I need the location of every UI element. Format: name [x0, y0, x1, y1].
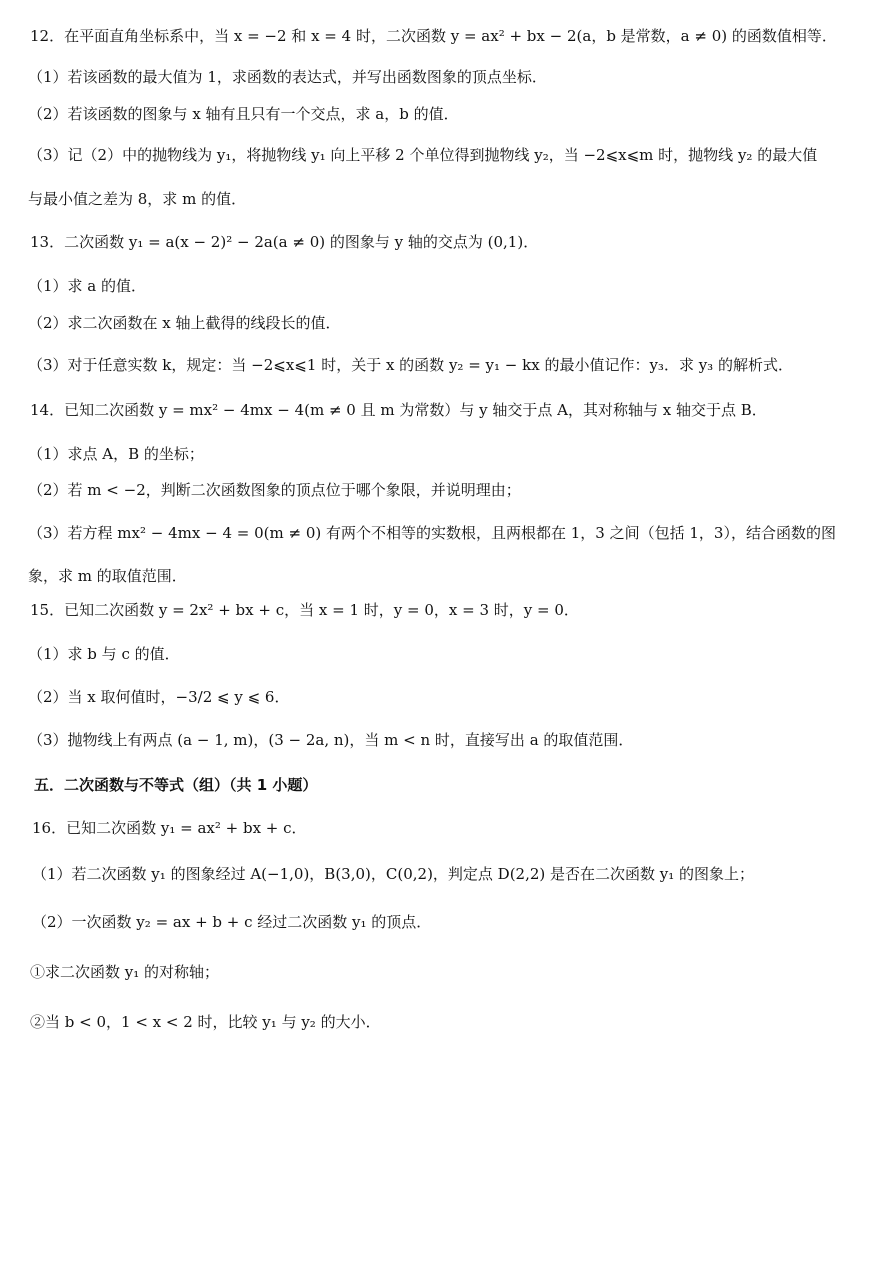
q12-part3-line1-text: （3）记（2）中的抛物线为 y₁，将抛物线 y₁ 向上平移 2 个单位得到抛物线 y₂，当 −2⩽x⩽m 时，抛物线 y₂ 的最大值: [28, 146, 818, 164]
q15-stem: [30, 600, 894, 620]
q13-part1-text: （1）求 a 的值．: [28, 277, 147, 295]
section5-heading: [34, 775, 894, 795]
q16-part1: [32, 864, 894, 884]
q12-stem: [30, 26, 894, 46]
q13-part2-text: （2）求二次函数在 x 轴上截得的线段长的值．: [28, 314, 341, 332]
q16-sub2-text: ②当 b < 0，1 < x < 2 时，比较 y₁ 与 y₂ 的大小．: [30, 1013, 381, 1031]
q13-part2: [28, 313, 894, 333]
q12-part2: [28, 104, 894, 124]
q12-stem-text: 12．在平面直角坐标系中，当 x = −2 和 x = 4 时，二次函数 y = ax² + bx − 2(a，b 是常数，a ≠ 0) 的函数值相等．: [30, 27, 837, 45]
q14-part2-text: （2）若 m < −2，判断二次函数图象的顶点位于哪个象限，并说明理由；: [28, 481, 521, 499]
q16-part1-text: （1）若二次函数 y₁ 的图象经过 A(−1,0)，B(3,0)，C(0,2)，判定点 D(2,2) 是否在二次函数 y₁ 的图象上；: [32, 865, 755, 883]
q16-sub1: [30, 962, 894, 982]
q14-part2: [28, 480, 894, 500]
q12-part2-text: （2）若该函数的图象与 x 轴有且只有一个交点，求 a，b 的值．: [28, 105, 459, 123]
section5-heading-text: 五．二次函数与不等式（组）（共 1 小题）: [34, 776, 318, 794]
q14-part3-line2: [28, 566, 894, 586]
q13-stem: [30, 232, 894, 252]
q13-part1: [28, 276, 894, 296]
q15-part2-text: （2）当 x 取何值时，−3/2 ⩽ y ⩽ 6．: [28, 688, 290, 706]
q12-part3-line1: [28, 145, 894, 165]
q14-part1: [28, 444, 894, 464]
q12-part1-text: （1）若该函数的最大值为 1，求函数的表达式，并写出函数图象的顶点坐标．: [28, 68, 547, 86]
q14-part1-text: （1）求点 A，B 的坐标；: [28, 445, 204, 463]
q16-part2-text: （2）一次函数 y₂ = ax + b + c 经过二次函数 y₁ 的顶点．: [32, 913, 432, 931]
q16-stem: [32, 818, 894, 838]
q13-part3: [28, 355, 894, 375]
q15-part1-text: （1）求 b 与 c 的值．: [28, 645, 180, 663]
q14-part3-line2-text: 象，求 m 的取值范围．: [28, 567, 187, 585]
q14-part3-line1: [28, 523, 894, 543]
q15-stem-text: 15．已知二次函数 y = 2x² + bx + c，当 x = 1 时，y = 0，x = 3 时，y = 0．: [30, 601, 579, 619]
q15-part3-text: （3）抛物线上有两点 (a − 1, m)，(3 − 2a, n)，当 m < n 时，直接写出 a 的取值范围．: [28, 731, 634, 749]
q15-part2: [28, 687, 894, 707]
q12-part3-line2-text: 与最小值之差为 8，求 m 的值．: [28, 190, 247, 208]
q13-part3-text: （3）对于任意实数 k，规定：当 −2⩽x⩽1 时，关于 x 的函数 y₂ = y₁ − kx 的最小值记作：y₃．求 y₃ 的解析式．: [28, 356, 793, 374]
q15-part3: [28, 730, 894, 750]
q15-part1: [28, 644, 894, 664]
q12-part3-line2: [28, 189, 894, 209]
q14-stem: [30, 400, 894, 420]
q16-sub1-text: ①求二次函数 y₁ 的对称轴；: [30, 963, 220, 981]
q16-sub2: [30, 1012, 894, 1032]
q16-part2: [32, 912, 894, 932]
q14-part3-line1-text: （3）若方程 mx² − 4mx − 4 = 0(m ≠ 0) 有两个不相等的实数根，且两根都在 1，3 之间（包括 1，3），结合函数的图: [28, 524, 836, 542]
q12-part1: [28, 67, 894, 87]
q16-stem-text: 16．已知二次函数 y₁ = ax² + bx + c．: [32, 819, 307, 837]
q14-stem-text: 14．已知二次函数 y = mx² − 4mx − 4(m ≠ 0 且 m 为常数）与 y 轴交于点 A，其对称轴与 x 轴交于点 B．: [30, 401, 767, 419]
q13-stem-text: 13．二次函数 y₁ = a(x − 2)² − 2a(a ≠ 0) 的图象与 y 轴的交点为 (0,1)．: [30, 233, 539, 251]
